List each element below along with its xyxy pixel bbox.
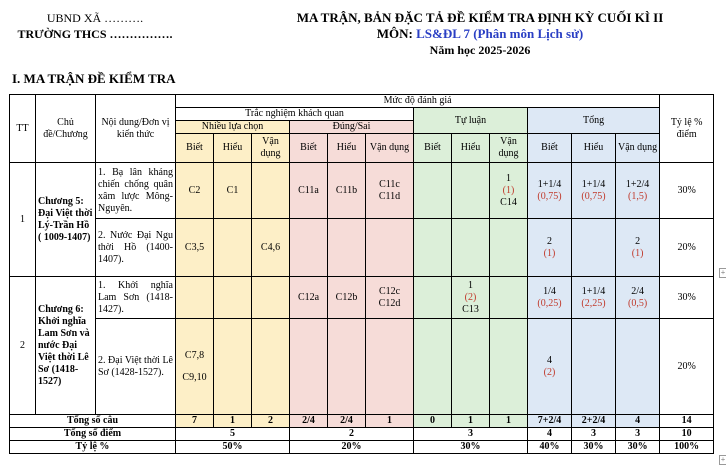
total-biet-points: (2) [543,366,556,378]
header-mcq: Nhiều lựa chọn [176,121,290,134]
total-ratio-label: Tỷ lệ % [10,441,176,454]
row-tt: 1 [10,163,36,277]
total-points-value: 2 [290,428,414,441]
mcq-vandung-cell [252,163,290,219]
total-count-value: 4 [616,415,660,428]
total-vandung-count: 2/4 [631,285,644,297]
total-hieu-count: 1+1/4 [581,178,606,190]
header-objective: Trắc nghiệm khách quan [176,108,414,121]
tf-biet-cell [290,219,328,277]
subject-value: LS&ĐL 7 (Phân môn Lịch sử) [416,26,584,41]
header-essay-biet: Biết [414,134,452,163]
total-count-value: 2/4 [328,415,366,428]
row-tt: 2 [10,277,36,415]
essay-hieu-cell [452,219,490,277]
mcq-hieu-cell [214,219,252,277]
total-hieu-points: (0,75) [581,190,606,202]
total-vandung-cell [616,319,660,415]
content-cell: 1. Khởi nghĩa Lam Sơn (1418-1427). [96,277,176,319]
total-count-value: 7+2/4 [528,415,572,428]
essay-vandung-cell [490,277,528,319]
total-vandung-cell [616,277,660,319]
total-biet-points: (1) [543,247,556,259]
mcq-hieu-cell [214,277,252,319]
total-count-value: 7 [176,415,214,428]
ward-label: UBND XÃ ………. [46,11,144,25]
total-biet-count: 4 [547,354,552,366]
school-label: TRƯỜNG THCS ……………. [17,27,173,41]
header-mcq-vandung: Vận dụng [252,134,290,163]
total-ratio-value: 30% [572,441,616,454]
essay-hieu-cell [452,319,490,415]
header-right [240,10,720,58]
table-row [10,277,714,319]
chapter-cell: Chương 6: Khởi nghĩa Lam Sơn và nước Đại Việt thời Lê Sơ (1418-1527) [36,277,96,415]
table-edge-handle[interactable]: + [720,268,726,277]
total-count-value: 0 [414,415,452,428]
total-points-value: 3 [572,428,616,441]
tf-vandung-cell [366,219,414,277]
percent-cell: 20% [660,319,714,415]
total-vandung-count: 2 [635,235,641,247]
essay-vandung-cell [490,319,528,415]
total-biet-cell [528,219,572,277]
total-vandung-points: (0,5) [627,297,648,309]
header-mcq-biet: Biết [176,134,214,163]
total-biet-cell [528,319,572,415]
total-hieu-cell [572,319,616,415]
essay-vandung-cell [490,219,528,277]
mcq-biet-line1: C7,8 [184,349,205,361]
total-ratio-value: 40% [528,441,572,454]
total-biet-count: 2 [547,235,552,247]
header-total-vandung: Vận dụng [616,134,660,163]
total-biet-cell [528,163,572,219]
header-mcq-hieu: Hiểu [214,134,252,163]
tf-hieu-cell [328,319,366,415]
table-row [10,219,714,277]
total-points-value: 10 [660,428,714,441]
total-hieu-points: (2,25) [581,297,606,309]
total-hieu-cell [572,219,616,277]
total-vandung-cell [616,163,660,219]
total-count-value: 1 [366,415,414,428]
school-year: Năm học 2025-2026 [429,43,531,57]
total-count-label: Tổng số câu [10,415,176,428]
assessment-matrix-table [9,94,714,454]
total-hieu-cell [572,163,616,219]
tf-biet-cell [290,319,328,415]
total-points-value: 4 [528,428,572,441]
total-biet-count: 1/4 [543,285,556,297]
table-edge-handle-bottom[interactable]: + [720,455,726,464]
essay-hieu-points: (2) [464,291,477,303]
header-chapter: Chủ đề/Chương [36,95,96,163]
total-count-value: 1 [214,415,252,428]
total-hieu-cell [572,277,616,319]
mcq-biet-cell [176,277,214,319]
total-count-row [10,415,714,428]
mcq-biet-cell: C2 [176,163,214,219]
chapter-cell: Chương 5: Đại Việt thời Lý-Trần Hồ ( 1009-1407) [36,163,96,277]
mcq-biet-line2: C9,10 [182,371,207,383]
content-cell: 2. Nước Đại Ngu thời Hồ (1400- 1407). [96,219,176,277]
subject-label: MÔN: [376,26,417,41]
total-ratio-value: 50% [176,441,290,454]
essay-vandung-points: (1) [502,184,515,196]
essay-biet-cell [414,163,452,219]
total-count-value: 14 [660,415,714,428]
header-tf: Đúng/Sai [290,121,414,134]
tf-hieu-cell [328,219,366,277]
section-title: I. MA TRẬN ĐỀ KIỂM TRA [12,71,176,86]
essay-biet-cell [414,277,452,319]
header-tt: TT [10,95,36,163]
total-vandung-count: 1+2/4 [625,178,650,190]
table-row [10,319,714,415]
mcq-hieu-cell [214,319,252,415]
header-tf-vandung: Vận dụng [366,134,414,163]
mcq-vandung-cell [252,277,290,319]
total-biet-cell [528,277,572,319]
total-count-value: 2/4 [290,415,328,428]
mcq-biet-cell [176,319,214,415]
table-row [10,163,714,219]
total-biet-points: (0,75) [537,190,562,202]
essay-biet-cell [414,319,452,415]
header-tf-hieu: Hiểu [328,134,366,163]
percent-cell: 20% [660,219,714,277]
tf-hieu-cell: C12b [328,277,366,319]
tf-vandung-cell: C11c C11d [366,163,414,219]
total-points-row [10,428,714,441]
total-biet-points: (0,25) [537,297,562,309]
subject-line [240,26,720,42]
total-hieu-count: 1+1/4 [581,285,606,297]
tf-biet-cell: C12a [290,277,328,319]
essay-hieu-cell [452,163,490,219]
total-points-value: 3 [616,428,660,441]
total-points-value: 3 [414,428,528,441]
essay-vandung-count: 1 [506,172,511,184]
header-left [0,10,190,42]
essay-hieu-count: 1 [468,279,473,291]
total-points-value: 5 [176,428,290,441]
total-ratio-value: 30% [616,441,660,454]
total-count-value: 2+2/4 [572,415,616,428]
total-count-value: 2 [252,415,290,428]
header-total-hieu: Hiểu [572,134,616,163]
total-points-label: Tổng số điểm [10,428,176,441]
header-percent: Tỷ lệ % điểm [660,95,714,163]
total-vandung-points: (1) [631,247,644,259]
header-tf-biet: Biết [290,134,328,163]
mcq-vandung-cell [252,319,290,415]
total-ratio-value: 30% [414,441,528,454]
header-total-biet: Biết [528,134,572,163]
total-vandung-points: (1,5) [627,190,648,202]
total-ratio-value: 100% [660,441,714,454]
document-title: MA TRẬN, BẢN ĐẶC TẢ ĐỀ KIỂM TRA ĐỊNH KỲ CUỐI KÌ II [296,10,664,25]
percent-cell: 30% [660,277,714,319]
total-ratio-row [10,441,714,454]
essay-vandung-question: C14 [500,196,517,208]
essay-vandung-cell [490,163,528,219]
header-essay: Tự luận [414,108,528,134]
mcq-vandung-cell: C4,6 [252,219,290,277]
content-cell: 2. Đại Việt thời Lê Sơ (1428-1527). [96,319,176,415]
header-essay-vandung: Vận dụng [490,134,528,163]
mcq-biet-cell: C3,5 [176,219,214,277]
total-biet-count: 1+1/4 [537,178,562,190]
content-cell: 1. Bạ lân kháng chiến chống quân xâm lược Mông- Nguyên. [96,163,176,219]
total-vandung-cell [616,219,660,277]
total-count-value: 1 [452,415,490,428]
header-essay-hieu: Hiểu [452,134,490,163]
total-ratio-value: 20% [290,441,414,454]
tf-biet-cell: C11a [290,163,328,219]
tf-vandung-cell [366,319,414,415]
header-content: Nội dung/Đơn vị kiến thức [96,95,176,163]
essay-hieu-cell [452,277,490,319]
essay-hieu-question: C13 [462,303,479,315]
header-total: Tổng [528,108,660,134]
essay-biet-cell [414,219,452,277]
tf-hieu-cell: C11b [328,163,366,219]
mcq-hieu-cell: C1 [214,163,252,219]
header-level: Mức độ đánh giá [176,95,660,108]
total-count-value: 1 [490,415,528,428]
percent-cell: 30% [660,163,714,219]
tf-vandung-cell: C12c C12d [366,277,414,319]
